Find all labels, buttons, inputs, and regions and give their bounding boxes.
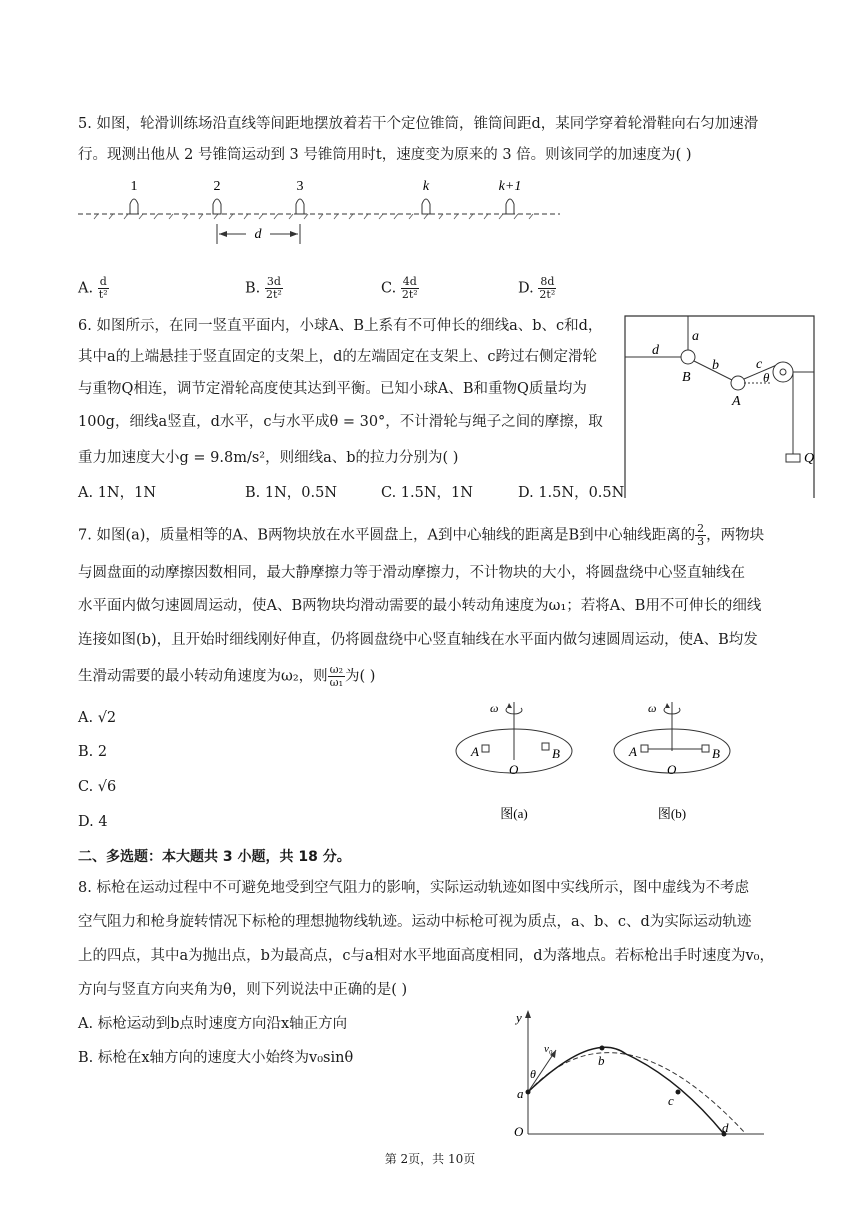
page-footer: 第 2页，共 10页 bbox=[384, 1152, 476, 1166]
q5-option-a: A. $\frac{d}{\text{t²}}$ bbox=[78, 275, 108, 301]
q6-line-5: 重力加速度大小g = 9.8m/s²，则细线a、b的拉力分别为( ) bbox=[78, 450, 459, 466]
omega-label-a: ω bbox=[490, 701, 499, 715]
spacing-label-d: d bbox=[254, 227, 262, 242]
block-a-label-b: A bbox=[629, 744, 637, 759]
q6-label-d: d bbox=[652, 343, 659, 358]
q7-option-b: B. 2 bbox=[78, 744, 108, 760]
q6-label-theta: θ bbox=[763, 370, 770, 385]
q8-line-3: 上的四点，其中a为抛出点，b为最高点，c与a相对水平地面高度相同，d为落地点。若标枪出手时速度为v₀， bbox=[78, 948, 774, 964]
section-heading-multiple-choice: 二、多选题：本大题共 3 小题，共 18 分。 bbox=[78, 849, 351, 865]
caption-figure-b: 图(b) bbox=[657, 806, 687, 821]
q6-option-a: A. 1N，1N bbox=[78, 485, 157, 501]
q7-line-1: 7. 如图(a)，质量相等的A、B两物块放在水平圆盘上，A到中心轴线的距离是B到中心轴线距离的 $\frac{2}{3}$ ，两物块 bbox=[78, 522, 765, 548]
q7-disc-figure bbox=[446, 694, 746, 828]
q6-label-ball-a: A bbox=[732, 394, 741, 409]
q5-line-1: 5. 如图，轮滑训练场沿直线等间距地摆放着若干个定位锥筒，锥筒间距d，某同学穿着轮滑鞋向右匀加速滑 bbox=[78, 116, 759, 132]
cone-label-k: k bbox=[422, 179, 430, 194]
q6-pulley-figure bbox=[622, 312, 822, 498]
cone-label-2: 2 bbox=[213, 179, 221, 194]
q6-label-ball-b: B bbox=[682, 370, 691, 385]
point-c-label: c bbox=[668, 1093, 674, 1108]
v0-label: v₀ bbox=[544, 1043, 553, 1055]
axis-y-label: y bbox=[516, 1010, 522, 1025]
q5-option-b: B. $\frac{3d}{\text{2t²}}$ bbox=[245, 275, 282, 301]
q5-line-2: 行。现测出他从 2 号锥筒运动到 3 号锥筒用时t，速度变为原来的 3 倍。则该同学的加速度为( ) bbox=[78, 147, 692, 163]
block-a-label-a: A bbox=[471, 744, 479, 759]
point-d-label: d bbox=[722, 1120, 729, 1135]
q8-line-1: 8. 标枪在运动过程中不可避免地受到空气阻力的影响，实际运动轨迹如图中实线所示，图中虚线为不考虑 bbox=[78, 880, 749, 896]
q6-line-3: 与重物Q相连，调节定滑轮高度使其达到平衡。已知小球A、B和重物Q质量均为 bbox=[78, 381, 587, 397]
q8-option-a: A. 标枪运动到b点时速度方向沿x轴正方向 bbox=[78, 1016, 348, 1032]
disc-figure-a bbox=[456, 701, 572, 821]
disc-figure-b bbox=[614, 701, 730, 821]
q6-line-4: 100g，细线a竖直，d水平，c与水平成θ = 30°，不计滑轮与绳子之间的摩擦，取 bbox=[78, 414, 603, 430]
theta-label: θ bbox=[530, 1067, 536, 1081]
cone-label-3: 3 bbox=[296, 179, 304, 194]
cone-k1 bbox=[506, 199, 514, 214]
q7-option-a: A. √2 bbox=[78, 710, 117, 726]
q7-option-c: C. √6 bbox=[78, 779, 117, 795]
cone-label-1: 1 bbox=[130, 179, 138, 194]
q6-line-2: 其中a的上端悬挂于竖直固定的支架上，d的左端固定在支架上、c跨过右侧定滑轮 bbox=[78, 349, 598, 365]
cone-label-k1: k+1 bbox=[498, 179, 522, 194]
q8-javelin-figure bbox=[508, 1008, 768, 1144]
q8-option-b: B. 标枪在x轴方向的速度大小始终为v₀sinθ bbox=[78, 1050, 354, 1066]
cone-3 bbox=[296, 199, 304, 214]
q6-option-d: D. 1.5N，0.5N bbox=[518, 485, 625, 501]
actual-trajectory bbox=[528, 1047, 724, 1134]
center-o-label-b: O bbox=[667, 762, 677, 777]
q6-label-q: Q bbox=[804, 451, 815, 466]
q6-option-b: B. 1N，0.5N bbox=[245, 485, 338, 501]
q5-cone-figure bbox=[78, 172, 568, 252]
q6-line-1: 6. 如图所示，在同一竖直平面内，小球A、B上系有不可伸长的细线a、b、c和d， bbox=[78, 318, 603, 334]
q5-option-d: D. $\frac{8d}{\text{2t²}}$ bbox=[518, 275, 556, 301]
q7-line-2: 与圆盘面的动摩擦因数相同，最大静摩擦力等于滑动摩擦力，不计物块的大小，将圆盘绕中心竖直轴线在 bbox=[78, 565, 745, 581]
q6-label-a: a bbox=[692, 329, 699, 344]
cone-2 bbox=[213, 199, 221, 214]
center-o-label-a: O bbox=[509, 762, 519, 777]
q7-line-5: 生滑动需要的最小转动角速度为ω₂，则 $\frac{\text{ω₂}}{\text{ω₁}}$ 为( ) bbox=[78, 663, 376, 689]
q6-option-c: C. 1.5N，1N bbox=[381, 485, 473, 501]
q8-line-4: 方向与竖直方向夹角为θ，则下列说法中正确的是( ) bbox=[78, 982, 408, 998]
q8-line-2: 空气阻力和枪身旋转情况下标枪的理想抛物线轨迹。运动中标枪可视为质点，a、b、c、d为实际运动轨迹 bbox=[78, 914, 752, 930]
point-a-label: a bbox=[517, 1086, 524, 1101]
omega-label-b: ω bbox=[648, 701, 657, 715]
q6-label-c: c bbox=[756, 357, 763, 372]
q6-label-b: b bbox=[712, 358, 719, 373]
origin-o-label: O bbox=[514, 1124, 524, 1139]
caption-figure-a: 图(a) bbox=[500, 806, 528, 821]
cone-1 bbox=[130, 199, 138, 214]
block-b-label-b: B bbox=[712, 746, 720, 761]
cone-k bbox=[422, 199, 430, 214]
q5-option-c: C. $\frac{4d}{\text{2t²}}$ bbox=[381, 275, 418, 301]
block-b-label-a: B bbox=[552, 746, 560, 761]
q7-line-3: 水平面内做匀速圆周运动，使A、B两物块均滑动需要的最小转动角速度为ω₁；若将A、B用不可伸长的细线 bbox=[78, 598, 762, 614]
q7-line-4: 连接如图(b)，且开始时细线刚好伸直，仍将圆盘绕中心竖直轴线在水平面内做匀速圆周运动，使A、B均发 bbox=[78, 632, 758, 648]
q7-option-d: D. 4 bbox=[78, 814, 108, 830]
point-b-label: b bbox=[598, 1053, 605, 1068]
